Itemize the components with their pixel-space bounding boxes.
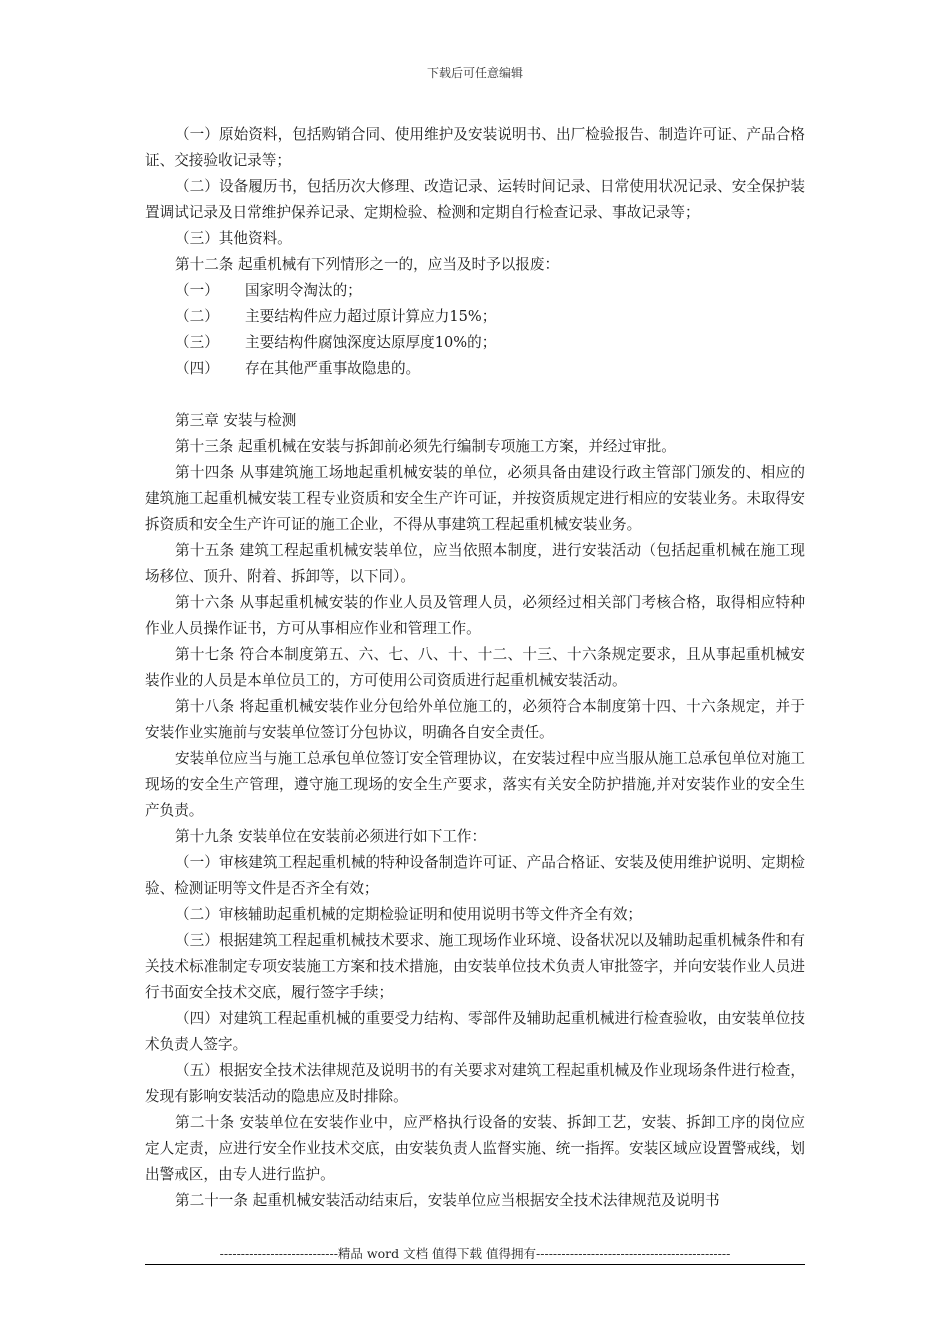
article-14: 第十四条 从事建筑施工场地起重机械安装的单位，必须具备由建设行政主管部门颁发的、相应的建筑施工起重机械安装工程专业资质和安全生产许可证，并按资质规定进行相应的安装业务。未取得安拆资质和安全生产许可证的施工企业，不得从事建筑工程起重机械安装业务。	[145, 464, 805, 533]
document-body	[145, 122, 805, 1214]
paragraph: （二）审核辅助起重机械的定期检验证明和使用说明书等文件齐全有效；	[175, 906, 643, 923]
item-number: （一）	[175, 282, 219, 299]
page-header: 下载后可任意编辑	[426, 66, 523, 80]
article-21: 第二十一条 起重机械安装活动结束后，安装单位应当根据安全技术法律规范及说明书	[175, 1192, 720, 1209]
article-15: 第十五条 建筑工程起重机械安装单位，应当依照本制度，进行安装活动（包括起重机械在施工现场移位、顶升、附着、拆卸等，以下同）。	[145, 542, 805, 585]
page-footer: ----------------------------精品 word 文档 值得下载 值得拥有----------------------------------------------	[219, 1246, 731, 1261]
item-number: （二）	[175, 308, 219, 325]
article-16: 第十六条 从事起重机械安装的作业人员及管理人员，必须经过相关部门考核合格，取得相应特种作业人员操作证书，方可从事相应作业和管理工作。	[145, 594, 805, 637]
chapter-title: 第三章 安装与检测	[175, 412, 297, 429]
scrap-item	[145, 330, 805, 356]
paragraph: 安装单位应当与施工总承包单位签订安全管理协议，在安装过程中应当服从施工总承包单位对施工现场的安全生产管理，遵守施工现场的安全生产要求，落实有关安全防护措施,并对安装作业的安全生产负责。	[145, 750, 805, 819]
article-20: 第二十条 安装单位在安装作业中，应严格执行设备的安装、拆卸工艺，安装、拆卸工序的岗位应定人定责，应进行安全作业技术交底，由安装负责人监督实施、统一指挥。安装区域应设置警戒线，划出警戒区，由专人进行监护。	[145, 1114, 805, 1183]
item-number: （四）	[175, 360, 219, 377]
item-number: （三）	[175, 334, 219, 351]
article-19: 第十九条 安装单位在安装前必须进行如下工作：	[175, 828, 487, 845]
paragraph: （一）审核建筑工程起重机械的特种设备制造许可证、产品合格证、安装及使用维护说明、定期检验、检测证明等文件是否齐全有效；	[145, 854, 805, 897]
paragraph: （五）根据安全技术法律规范及说明书的有关要求对建筑工程起重机械及作业现场条件进行检查，发现有影响安装活动的隐患应及时排除。	[145, 1062, 805, 1105]
scrap-item	[145, 356, 805, 382]
scrap-item	[145, 304, 805, 330]
paragraph: （三）根据建筑工程起重机械技术要求、施工现场作业环境、设备状况以及辅助起重机械条件和有关技术标准制定专项安装施工方案和技术措施，由安装单位技术负责人审批签字，并向安装作业人员进行书面安全技术交底，履行签字手续；	[145, 932, 805, 1001]
paragraph: （三）其他资料。	[175, 230, 292, 247]
paragraph: （一）原始资料，包括购销合同、使用维护及安装说明书、出厂检验报告、制造许可证、产品合格证、交接验收记录等；	[145, 126, 805, 169]
paragraph: （四）对建筑工程起重机械的重要受力结构、零部件及辅助起重机械进行检查验收，由安装单位技术负责人签字。	[145, 1010, 805, 1053]
article-12: 第十二条 起重机械有下列情形之一的，应当及时予以报废：	[175, 256, 560, 273]
footer-rule	[145, 1264, 805, 1265]
scrap-item	[145, 278, 805, 304]
article-17: 第十七条 符合本制度第五、六、七、八、十、十二、十三、十六条规定要求，且从事起重机械安装作业的人员是本单位员工的，方可使用公司资质进行起重机械安装活动。	[145, 646, 805, 689]
item-text: 主要结构件腐蚀深度达原厚度10%的；	[245, 334, 497, 351]
paragraph: （二）设备履历书，包括历次大修理、改造记录、运转时间记录、日常使用状况记录、安全保护装置调试记录及日常维护保养记录、定期检验、检测和定期自行检查记录、事故记录等；	[145, 178, 805, 221]
item-text: 主要结构件应力超过原计算应力15%；	[245, 308, 497, 325]
article-18: 第十八条 将起重机械安装作业分包给外单位施工的，必须符合本制度第十四、十六条规定，并于安装作业实施前与安装单位签订分包协议，明确各自安全责任。	[145, 698, 805, 741]
article-13: 第十三条 起重机械在安装与拆卸前必须先行编制专项施工方案，并经过审批。	[175, 438, 676, 455]
spacer	[145, 382, 805, 408]
item-text: 国家明令淘汰的；	[245, 282, 362, 299]
item-text: 存在其他严重事故隐患的。	[245, 360, 421, 377]
